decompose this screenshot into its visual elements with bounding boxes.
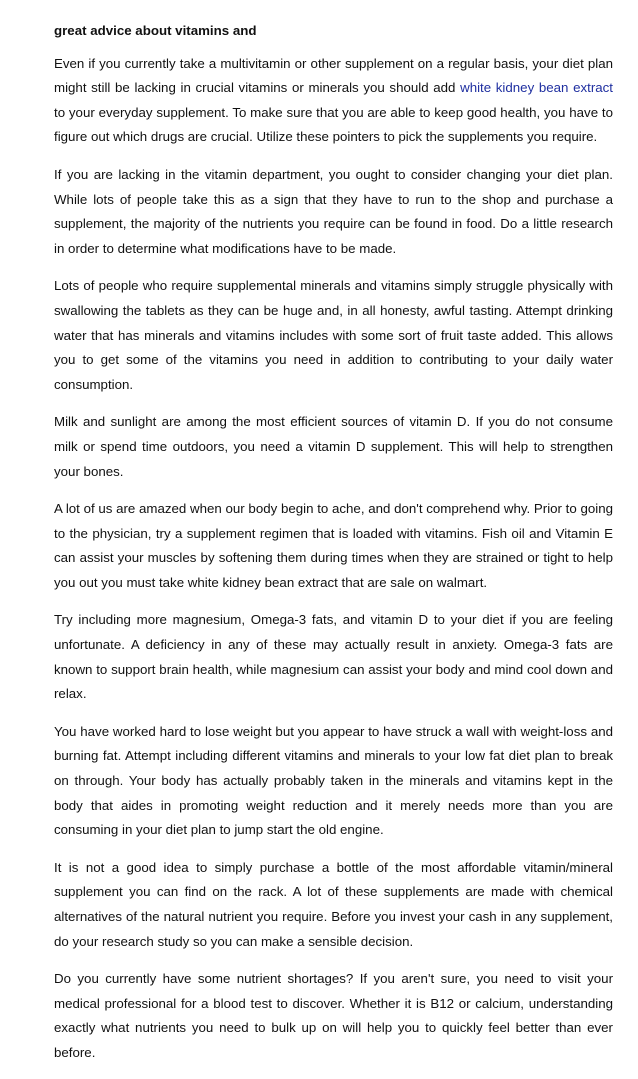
paragraph-9: Do you currently have some nutrient shortages? If you aren't sure, you need to visit your medical professional for a blood test to discover. Whether it is B12 or calcium, understanding exactly what nutrients you need to bulk up on will help you to quickly feel better than ever before.: [54, 971, 613, 1060]
white-kidney-bean-extract-link[interactable]: white kidney bean extract: [460, 80, 613, 96]
paragraph-2: If you are lacking in the vitamin department, you ought to consider changing your diet plan. While lots of people take this as a sign that they have to run to the shop and purchase a supplement, the majority of the nutrients you require can be found in food. Do a little research in order to determine what modifications have to be made.: [54, 166, 613, 256]
paragraph-4: Milk and sunlight are among the most efficient sources of vitamin D. If you do not consume milk or spend time outdoors, you need a vitamin D supplement. This will help to strengthen your bones.: [54, 414, 613, 479]
paragraph-8: It is not a good idea to simply purchase a bottle of the most affordable vitamin/mineral supplement you can find on the rack. A lot of these supplements are made with chemical alternatives of the natural nutrient you require. Before you invest your cash in any supplement, do your research study so you can make a sensible decision.: [54, 859, 613, 949]
paragraph-3: Lots of people who require supplemental minerals and vitamins simply struggle physically with swallowing the tablets as they can be huge and, in all honesty, awful tasting. Attempt drinking water that has minerals and vitamins includes with some sort of fruit taste added. This allows you to get some of the vitamins you need in addition to contributing to your daily water consumption.: [54, 278, 613, 392]
paragraph-5: A lot of us are amazed when our body begin to ache, and don't comprehend why. Prior to going to the physician, try a supplement regimen that is loaded with vitamins. Fish oil and Vitamin E can assist your muscles by softening them during times when they are strained or tight to help you out you must take white kidney bean extract that are sale on walmart.: [54, 501, 613, 590]
paragraph-1-text-before: Even if you currently take a multivitamin or other supplement on a regular basis, your diet plan might still be lacking in crucial vitamins or minerals you should add: [54, 55, 613, 96]
document-title: great advice about vitamins and: [54, 23, 257, 38]
paragraph-7: You have worked hard to lose weight but you appear to have struck a wall with weight-loss and burning fat. Attempt including different vitamins and minerals to your low fat diet plan to break on through. Your body has actually probably taken in the minerals and vitamins kept in the body that aides in promoting weight reduction and it merely needs more than you are consuming in your diet plan to jump start the old engine.: [54, 723, 613, 838]
paragraph-1: [54, 52, 613, 150]
paragraph-6: Try including more magnesium, Omega-3 fats, and vitamin D to your diet if you are feeling unfortunate. A deficiency in any of these may actually result in anxiety. Omega-3 fats are known to support brain health, while magnesium can assist your body and mind cool down and relax.: [54, 612, 613, 702]
paragraph-1-text-after: to your everyday supplement. To make sure that you are able to keep good health, you have to figure out which drugs are crucial. Utilize these pointers to pick the supplements you require.: [54, 104, 613, 145]
document-page: [54, 19, 613, 1079]
